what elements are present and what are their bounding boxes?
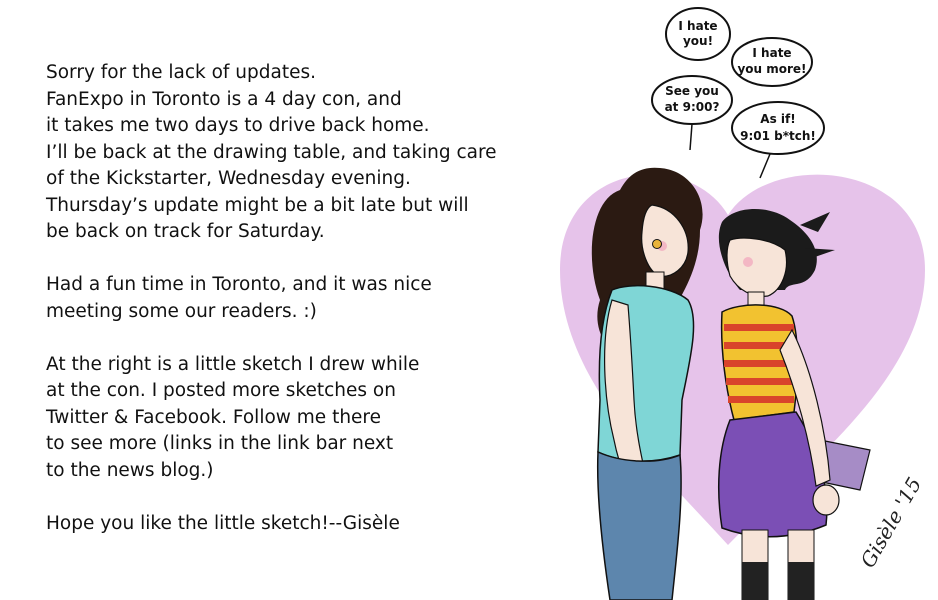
artist-signature: Gisèle '15 xyxy=(855,473,927,572)
text-line: Had a fun time in Toronto, and it was nice xyxy=(46,274,432,295)
paragraph-signoff xyxy=(46,511,546,538)
news-post-text xyxy=(46,60,546,564)
speech-bubble-3 xyxy=(652,76,732,150)
text-line: meeting some our readers. :) xyxy=(46,300,317,322)
text-line: to see more (links in the link bar next xyxy=(46,433,394,454)
text-line: of the Kickstarter, Wednesday evening. xyxy=(46,168,411,189)
paragraph-updates xyxy=(46,60,546,246)
bubble-line: See you xyxy=(665,84,719,98)
speech-bubble-4 xyxy=(732,102,824,178)
text-line: Thursday’s update might be a bit late but will xyxy=(46,194,469,216)
paragraph-toronto xyxy=(46,272,546,325)
text-line: Hope you like the little sketch!--Gisèle xyxy=(46,512,400,534)
text-line: Twitter & Facebook. Follow me there xyxy=(46,406,382,428)
text-line: At the right is a little sketch I drew while xyxy=(46,353,420,375)
text-line: to the news blog.) xyxy=(46,459,214,481)
character-left xyxy=(592,168,703,600)
bubble-line: 9:01 b*tch! xyxy=(740,129,816,143)
paragraph-sketch-info xyxy=(46,352,546,485)
speech-bubble-1 xyxy=(666,8,730,60)
bubble-line: I hate xyxy=(752,46,792,60)
sketch-illustration xyxy=(520,0,938,600)
bubble-line: I hate xyxy=(678,19,718,33)
text-line: be back on track for Saturday. xyxy=(46,221,325,242)
text-line: Sorry for the lack of updates. xyxy=(46,62,316,83)
text-line: at the con. I posted more sketches on xyxy=(46,380,396,401)
text-line: I’ll be back at the drawing table, and taking care xyxy=(46,141,497,163)
bubble-line: As if! xyxy=(760,112,796,126)
bubble-line: you! xyxy=(682,34,714,48)
bubble-line: you more! xyxy=(737,62,807,76)
text-line: it takes me two days to drive back home. xyxy=(46,115,430,136)
speech-bubble-2 xyxy=(732,38,812,86)
bubble-line: at 9:00? xyxy=(664,100,720,114)
text-line: FanExpo in Toronto is a 4 day con, and xyxy=(46,88,402,110)
